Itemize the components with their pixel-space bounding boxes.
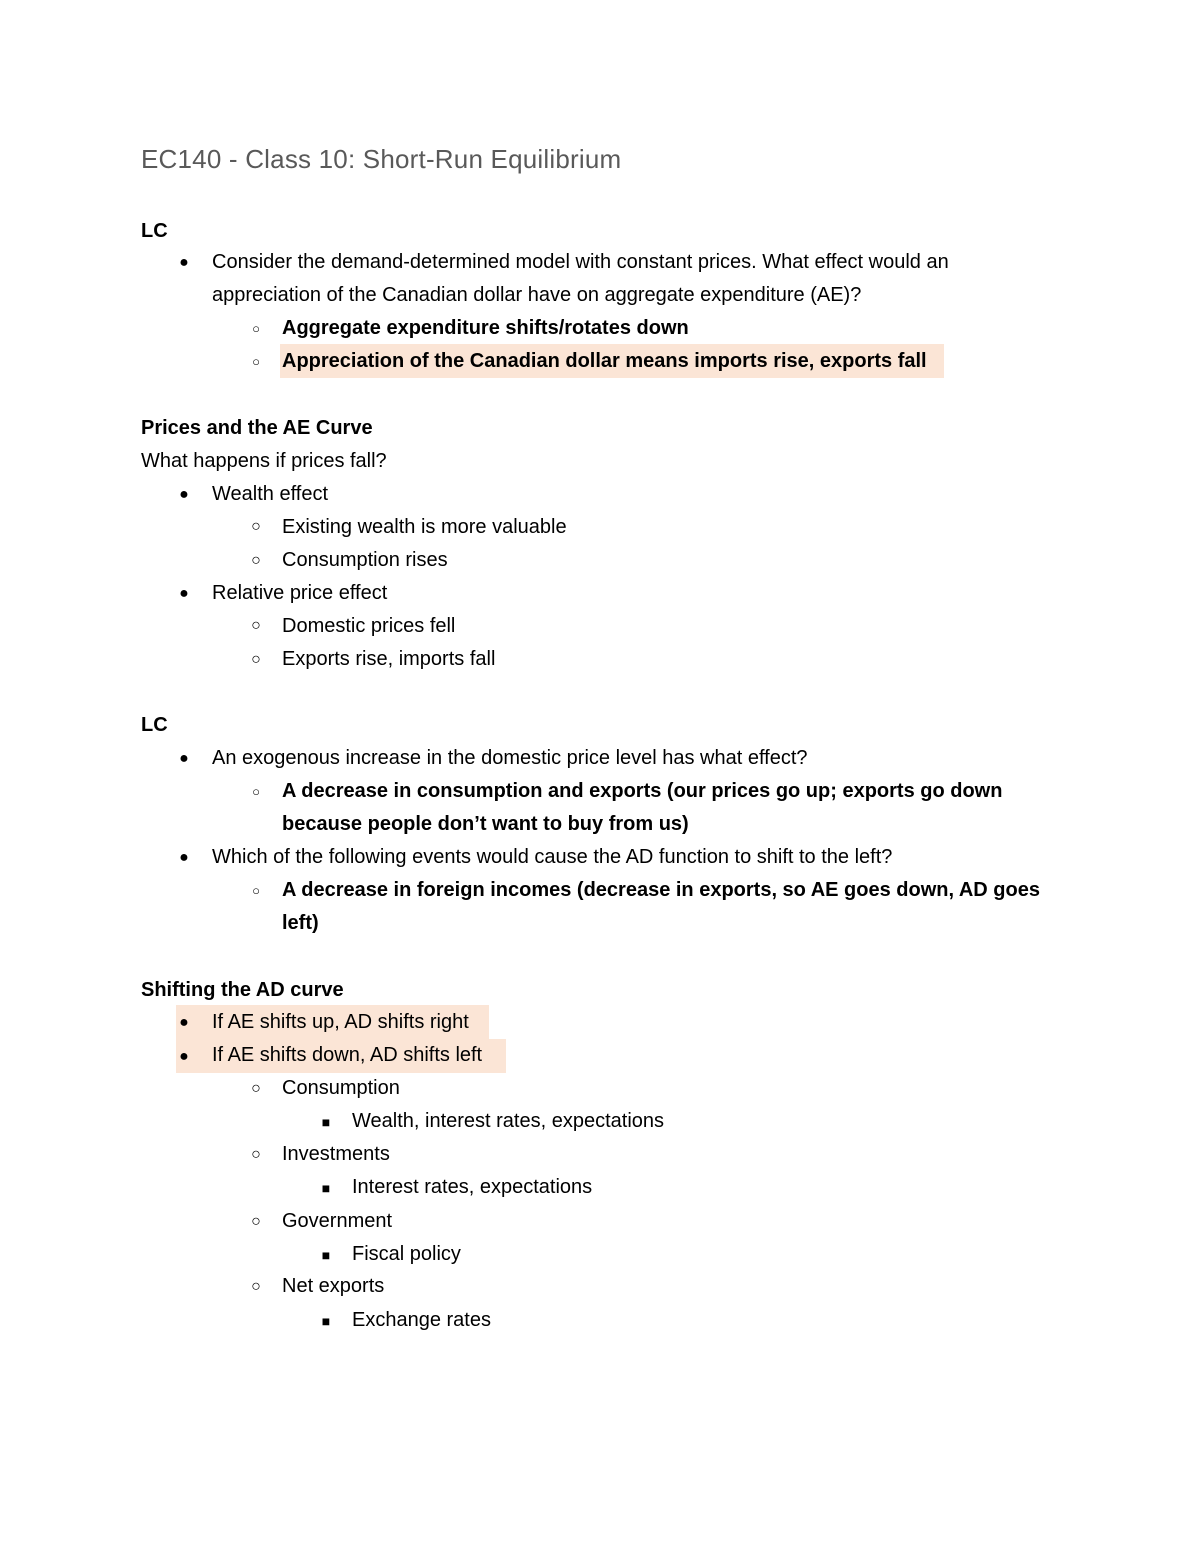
list-item: Consumption rises — [282, 549, 448, 571]
section-heading-shifting-ad: Shifting the AD curve — [141, 979, 344, 1001]
list-item-highlighted: If AE shifts down, AD shifts left — [212, 1044, 483, 1066]
ring-bullet-icon: ○ — [251, 1080, 261, 1097]
ring-bullet-icon: ○ — [251, 1213, 261, 1230]
list-item: Interest rates, expectations — [352, 1176, 593, 1198]
answer-line: Aggregate expenditure shifts/rotates down — [282, 317, 689, 339]
ring-bullet-icon: ○ — [251, 1146, 261, 1163]
disc-bullet-icon: ● — [179, 585, 189, 602]
square-bullet-icon: ■ — [321, 1247, 331, 1263]
ring-bullet-icon: ○ — [251, 1278, 261, 1295]
disc-bullet-icon: ● — [179, 750, 189, 767]
disc-bullet-icon: ● — [179, 254, 189, 271]
ring-bullet-icon: ○ — [252, 784, 260, 799]
section-question: What happens if prices fall? — [141, 450, 387, 472]
list-item: Exchange rates — [352, 1309, 491, 1331]
square-bullet-icon: ■ — [321, 1180, 331, 1196]
answer-line: A decrease in consumption and exports (our prices go up; exports go down — [282, 780, 1003, 802]
list-item: Investments — [282, 1143, 390, 1165]
document-title: EC140 - Class 10: Short-Run Equilibrium — [141, 144, 622, 174]
list-item: Exports rise, imports fall — [282, 648, 496, 670]
list-item: Net exports — [282, 1275, 385, 1297]
question-line: Which of the following events would cause the AD function to shift to the left? — [212, 846, 893, 868]
list-item: Consumption — [282, 1077, 400, 1099]
section-heading-lc-2: LC — [141, 714, 168, 736]
disc-bullet-icon: ● — [179, 486, 189, 503]
ring-bullet-icon: ○ — [251, 518, 261, 535]
question-line: appreciation of the Canadian dollar have on aggregate expenditure (AE)? — [212, 284, 862, 306]
question-line: An exogenous increase in the domestic price level has what effect? — [212, 747, 808, 769]
list-item: Fiscal policy — [352, 1243, 461, 1265]
square-bullet-icon: ■ — [321, 1114, 331, 1130]
ring-bullet-icon: ○ — [252, 321, 260, 336]
list-item: Existing wealth is more valuable — [282, 516, 567, 538]
question-line: Consider the demand-determined model with constant prices. What effect would an — [212, 251, 949, 273]
ring-bullet-icon: ○ — [252, 883, 260, 898]
ring-bullet-icon: ○ — [251, 552, 261, 569]
disc-bullet-icon: ● — [179, 849, 189, 866]
list-item: Wealth, interest rates, expectations — [352, 1110, 665, 1132]
section-heading-prices-ae: Prices and the AE Curve — [141, 417, 373, 439]
list-item: Government — [282, 1210, 393, 1232]
square-bullet-icon: ■ — [321, 1313, 331, 1329]
list-item: Wealth effect — [212, 483, 328, 505]
list-item-highlighted: If AE shifts up, AD shifts right — [212, 1011, 469, 1033]
disc-bullet-icon: ● — [179, 1048, 189, 1065]
list-item: Domestic prices fell — [282, 615, 456, 637]
ring-bullet-icon: ○ — [252, 354, 260, 369]
answer-line: left) — [282, 912, 319, 934]
ring-bullet-icon: ○ — [251, 617, 261, 634]
list-item: Relative price effect — [212, 582, 388, 604]
section-heading-lc-1: LC — [141, 220, 168, 242]
answer-line: because people don’t want to buy from us) — [282, 813, 689, 835]
ring-bullet-icon: ○ — [251, 651, 261, 668]
answer-line-highlighted: Appreciation of the Canadian dollar means imports rise, exports fall — [282, 350, 927, 372]
answer-line: A decrease in foreign incomes (decrease in exports, so AE goes down, AD goes — [282, 879, 1040, 901]
disc-bullet-icon: ● — [179, 1014, 189, 1031]
